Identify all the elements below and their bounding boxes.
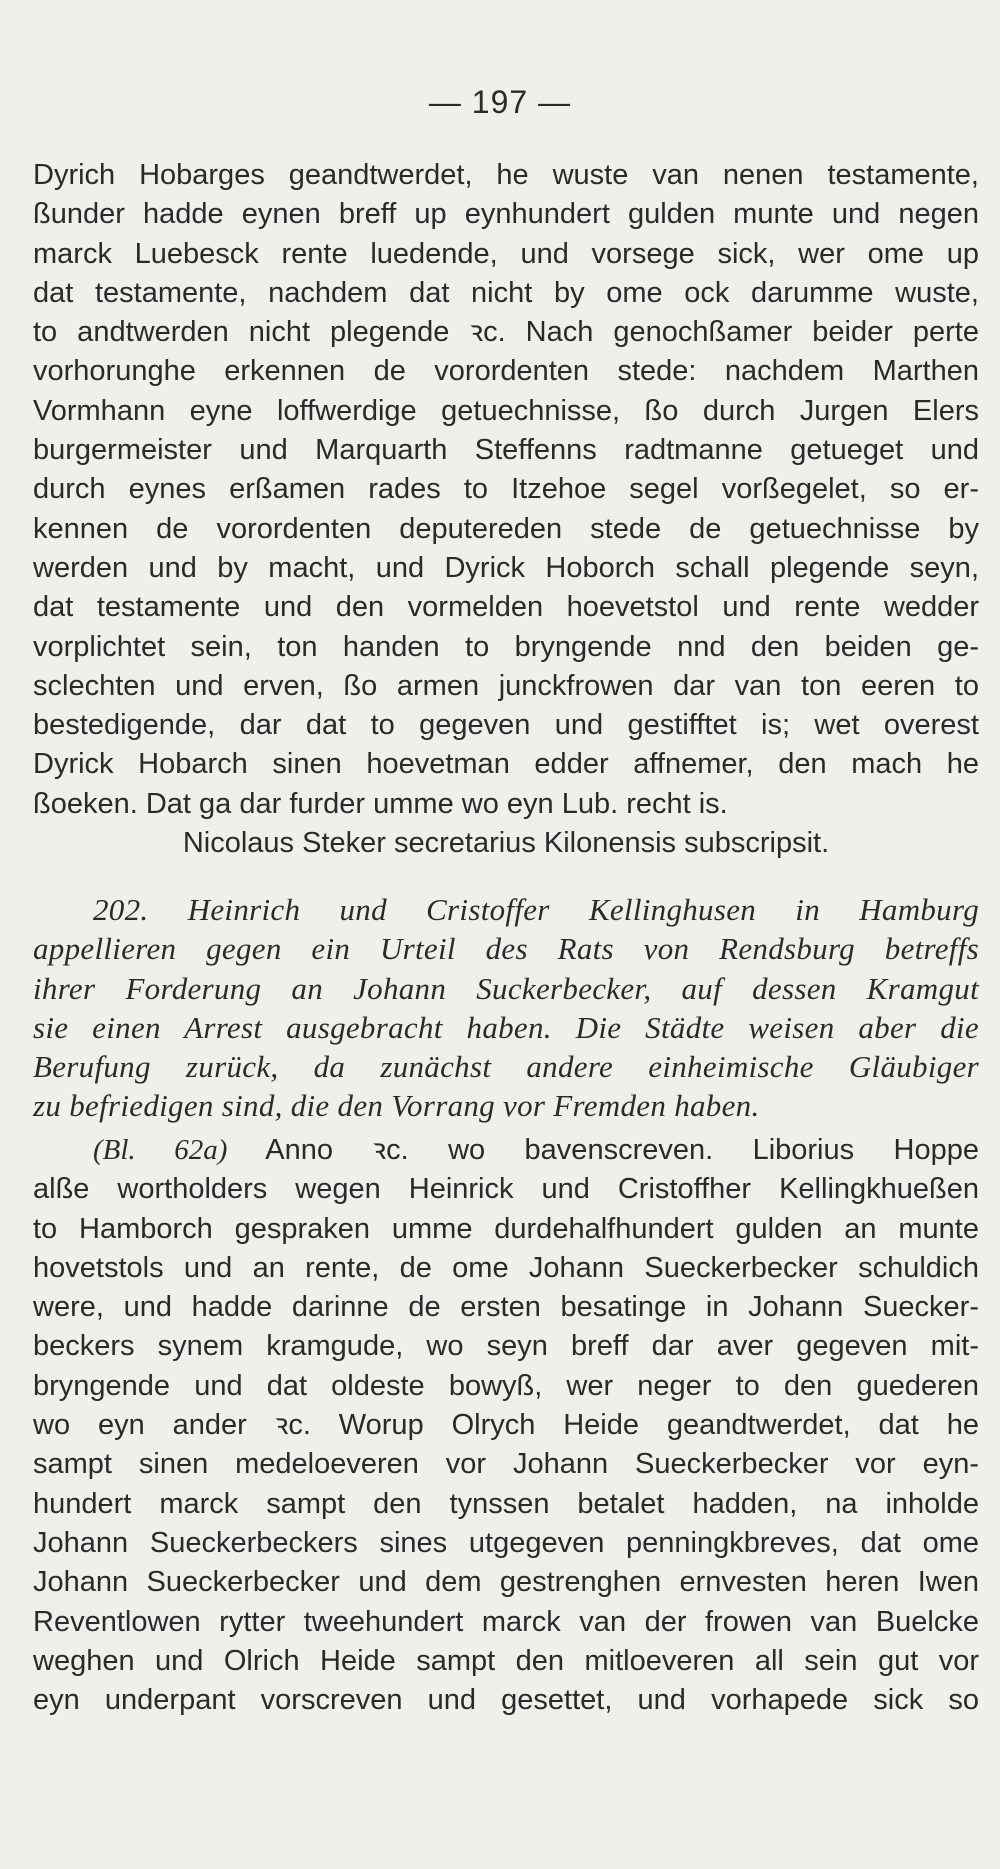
text-line: bestedigende, dar dat to gegeven und gestifftet is; wet overest [33, 709, 979, 742]
text-line: werden und by macht, und Dyrick Hoborch schall plegende seyn, [33, 551, 979, 584]
text-line: eyn underpant vorscreven und gesettet, und vorhapede sick so [33, 1684, 979, 1717]
section-202-summary [33, 890, 979, 1126]
text-line: vorplichtet sein, ton handen to bryngende nnd den beiden ge- [33, 630, 979, 663]
text-line: weghen und Olrich Heide sampt den mitloeveren all sein gut vor [33, 1644, 979, 1677]
first-line-text: Anno ꝛc. wo bavenscreven. Liborius Hoppe [227, 1134, 979, 1166]
text-line: ßoeken. Dat ga dar furder umme wo eyn Lub. recht is. [33, 787, 728, 820]
folio-citation: (Bl. 62a) [93, 1134, 228, 1166]
summary-line: 202. Heinrich und Cristoffer Kellinghusen in Hamburg [93, 892, 979, 927]
secretary-signature: Nicolaus Steker secretarius Kilonensis subscripsit. [182, 827, 830, 860]
text-line: Dyrick Hobarch sinen hoevetman edder affnemer, den mach he [33, 748, 979, 781]
text-line: were, und hadde darinne de ersten besatinge in Johann Suecker- [33, 1291, 979, 1324]
text-line: durch eynes erßamen rades to Itzehoe segel vorßegelet, so er- [33, 473, 979, 506]
text-line: ßunder hadde eynen breff up eynhundert gulden munte und negen [33, 198, 979, 231]
summary-line: ihrer Forderung an Johann Suckerbecker, auf dessen Kramgut [33, 970, 979, 1006]
text-line: Dyrich Hobarges geandtwerdet, he wuste van nenen testamente, [33, 159, 979, 191]
text-line: sclechten und erven, ßo armen junckfrowen dar van ton eeren to [33, 669, 979, 702]
text-line: alße wortholders wegen Heinrick und Cristoffher Kellingkhueßen [33, 1173, 979, 1206]
text-line [33, 1131, 979, 1170]
page-number: — 197 — [428, 84, 572, 120]
text-line: dat testamente und den vormelden hoevetstol und rente wedder [33, 591, 979, 624]
text-line: to Hamborch gespraken umme durdehalfhundert gulden an munte [33, 1212, 979, 1245]
text-line: bryngende und dat oldeste bowyß, wer neger to den guederen [33, 1369, 979, 1402]
text-line: marck Luebesck rente luedende, und vorsege sick, wer ome up [33, 237, 979, 270]
text-line: wo eyn ander ꝛc. Worup Olrych Heide geandtwerdet, dat he [33, 1409, 979, 1442]
summary-line: appellieren gegen ein Urteil des Rats von Rendsburg betreffs [33, 931, 979, 967]
text-line: Johann Sueckerbeckers sines utgegeven penningkbreves, dat ome [33, 1526, 979, 1559]
summary-line: Berufung zurück, da zunächst andere einheimische Gläubiger [33, 1049, 979, 1085]
text-line: to andtwerden nicht plegende ꝛc. Nach genochßamer beider perte [33, 316, 979, 349]
text-line: sampt sinen medeloeveren vor Johann Sueckerbecker vor eyn- [33, 1448, 979, 1481]
text-line: kennen de vorordenten deputereden stede de getuechnisse by [33, 512, 979, 545]
text-line: hovetstols und an rente, de ome Johann Sueckerbecker schuldich [33, 1251, 979, 1284]
text-line: vorhorunghe erkennen de vorordenten stede: nachdem Marthen [33, 355, 979, 388]
text-line: Vormhann eyne loffwerdige getuechnisse, ßo durch Jurgen Elers [33, 394, 979, 427]
text-line: hundert marck sampt den tynssen betalet hadden, na inholde [33, 1487, 979, 1520]
summary-line: zu befriedigen sind, die den Vorrang vor Fremden haben. [33, 1088, 760, 1124]
text-line: beckers synem kramgude, wo seyn breff dar aver gegeven mit- [33, 1330, 979, 1363]
summary-line: sie einen Arrest ausgebracht haben. Die Städte weisen aber die [33, 1009, 979, 1045]
text-line: dat testamente, nachdem dat nicht by ome ock darumme wuste, [33, 276, 979, 309]
text-line: burgermeister und Marquarth Steffenns radtmanne getueget und [33, 434, 979, 467]
paragraph-verdict [33, 156, 979, 863]
text-line: Johann Sueckerbecker und dem gestrenghen ernvesten heren Iwen [33, 1566, 979, 1599]
paragraph-appeal [33, 1131, 979, 1720]
text-line: Reventlowen rytter tweehundert marck van der frowen van Buelcke [33, 1605, 979, 1638]
